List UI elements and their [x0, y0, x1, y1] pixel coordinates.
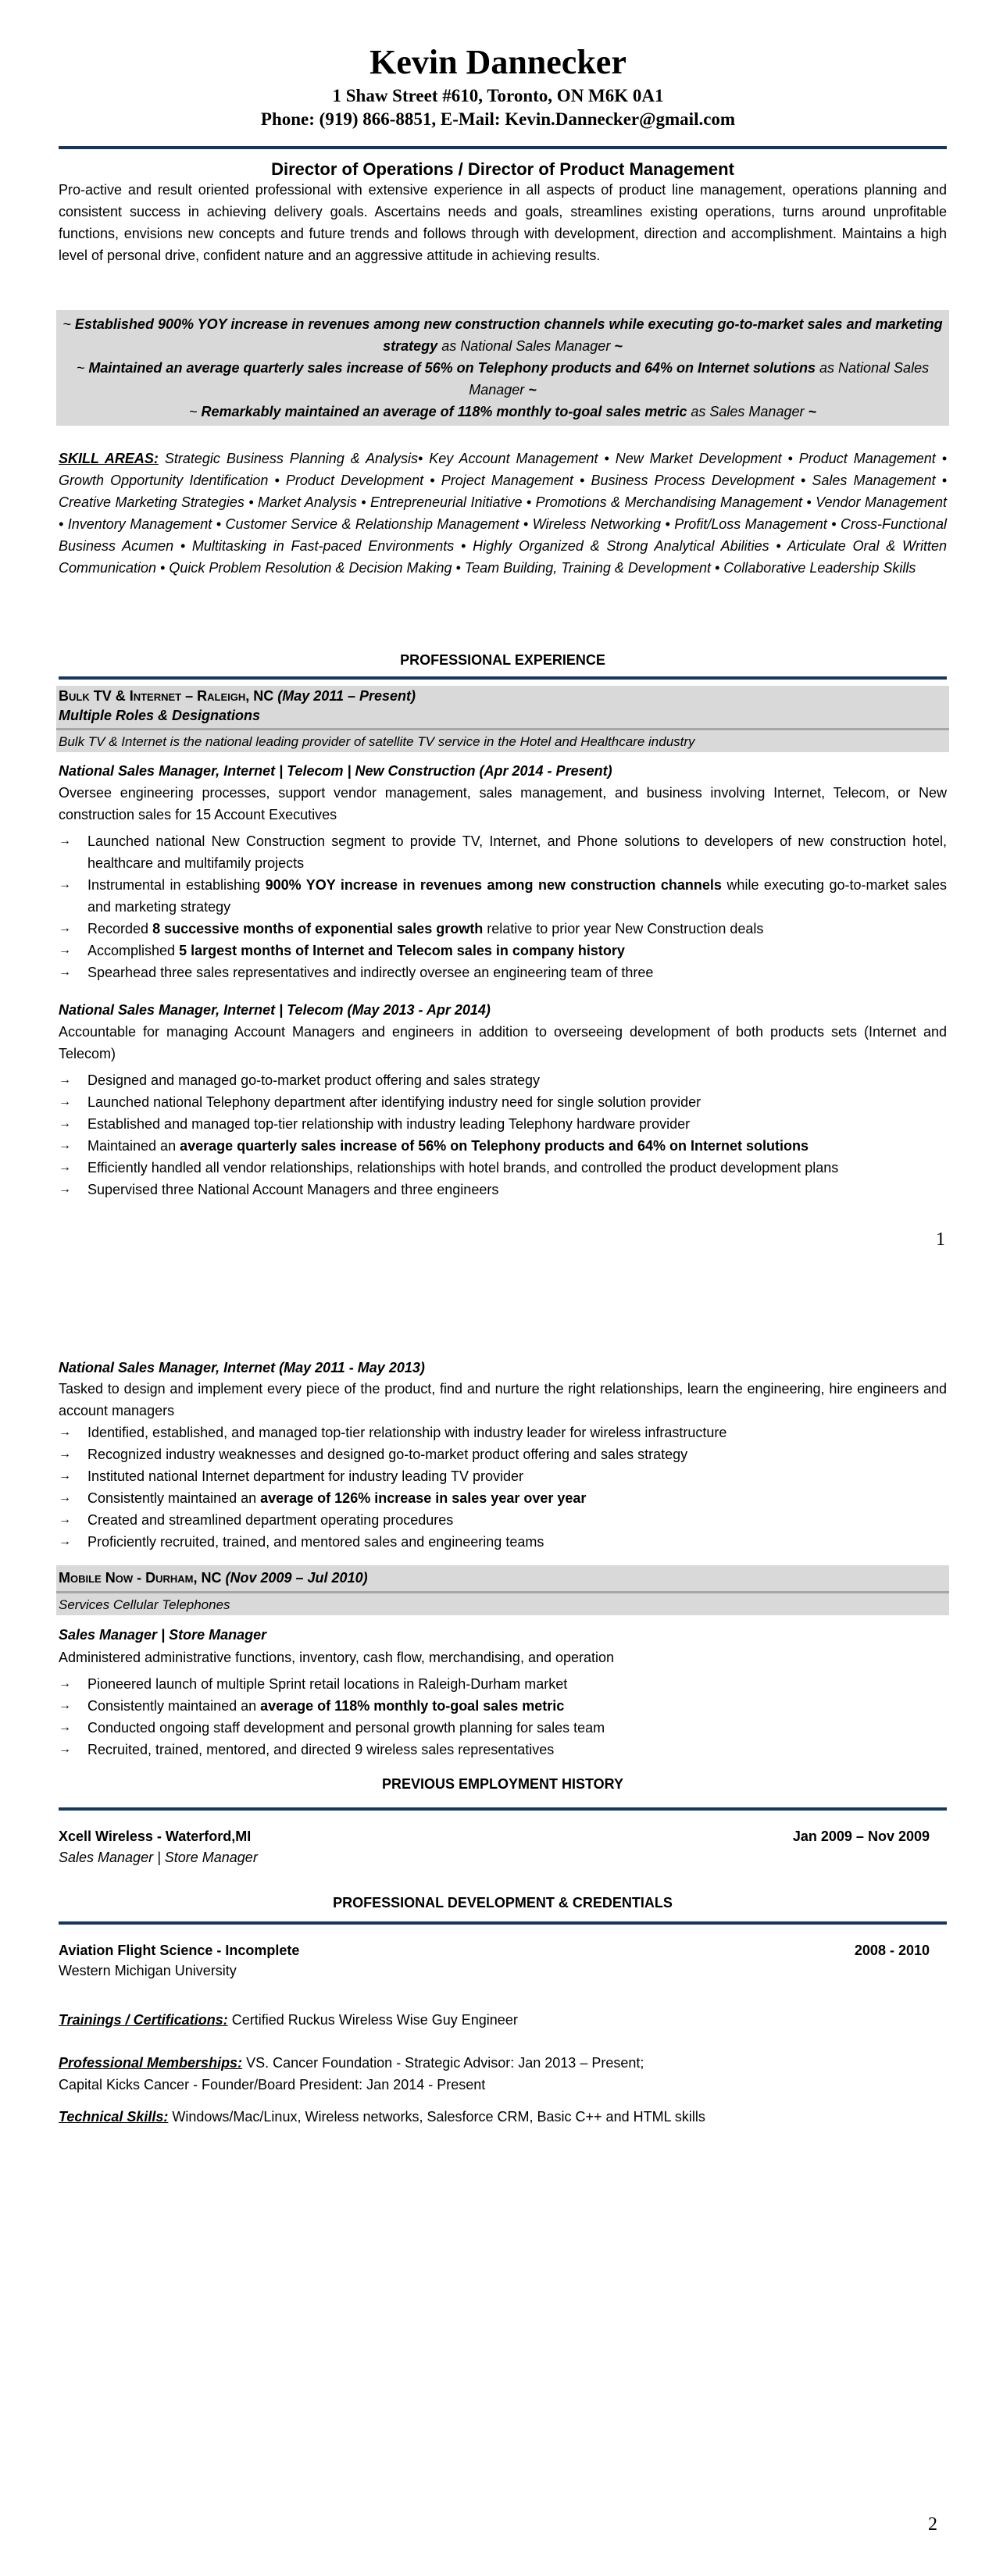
bullet-item: → Recruited, trained, mentored, and directed 9 wireless sales representatives [59, 1739, 947, 1761]
section-title-experience: PROFESSIONAL EXPERIENCE [400, 652, 605, 668]
previous-dates: Jan 2009 – Nov 2009 [792, 1829, 930, 1844]
company-description: Services Cellular Telephones [59, 1597, 230, 1612]
company-separator [56, 1591, 949, 1593]
arrow-icon: → [59, 1743, 71, 1756]
arrow-icon: → [59, 1095, 71, 1108]
role-title: Sales Manager | Store Manager [59, 1627, 267, 1643]
bullet-item: → Maintained an average quarterly sales increase of 56% on Telephony products and 64% on Internet solutions [59, 1135, 947, 1157]
page-number: 1 [936, 1229, 945, 1250]
arrow-icon: → [59, 922, 71, 935]
arrow-icon: → [59, 1425, 71, 1439]
bullet-item: → Launched national Telephony department after identifying industry need for single solution provider [59, 1091, 947, 1113]
bullet-item: → Accomplished 5 largest months of Internet and Telecom sales in company history [59, 940, 947, 962]
skill-areas [59, 448, 947, 579]
section-title-credentials: PROFESSIONAL DEVELOPMENT & CREDENTIALS [333, 1895, 673, 1911]
role-title: National Sales Manager, Internet | Telecom | New Construction (Apr 2014 - Present) [59, 763, 612, 779]
arrow-icon: → [59, 1183, 71, 1196]
arrow-icon: → [59, 1469, 71, 1482]
highlight-item: ~ Established 900% YOY increase in revenues among new construction channels while executing go-to-market sales and marketing strategy as National Sales Manager ~ [62, 316, 943, 354]
technical-skills-line: Technical Skills: Windows/Mac/Linux, Wireless networks, Salesforce CRM, Basic C++ and HTML skills [59, 2109, 705, 2125]
previous-role: Sales Manager | Store Manager [59, 1850, 258, 1865]
bullet-item: → Instrumental in establishing 900% YOY increase in revenues among new construction channels while executing go-to-market sales and marketing strategy [59, 874, 947, 918]
trainings-line: Trainings / Certifications: Certified Ruckus Wireless Wise Guy Engineer [59, 2012, 518, 2028]
bullet-item: → Instituted national Internet department for industry leading TV provider [59, 1465, 947, 1487]
bullet-item: → Recorded 8 successive months of exponential sales growth relative to prior year New Construction deals [59, 918, 947, 940]
role-description: Tasked to design and implement every piece of the product, find and nurture the right relationships, learn the engineering, hire engineers and account managers [59, 1381, 947, 1418]
bullet-item: → Consistently maintained an average of 126% increase in sales year over year [59, 1487, 947, 1509]
highlights-box [56, 310, 949, 426]
education-program: Aviation Flight Science - Incomplete [59, 1943, 300, 1958]
role-bullets [59, 830, 947, 983]
bullet-item: → Consistently maintained an average of 118% monthly to-goal sales metric [59, 1695, 947, 1717]
previous-company: Xcell Wireless - Waterford,MI [59, 1829, 252, 1844]
arrow-icon: → [59, 1073, 71, 1086]
section-rule [59, 1921, 947, 1925]
address: 1 Shaw Street #610, Toronto, ON M6K 0A1 [332, 86, 664, 105]
bullet-item: → Launched national New Construction segment to provide TV, Internet, and Phone solutions to developers of new construction hotel, healthcare and multifamily projects [59, 830, 947, 874]
arrow-icon: → [59, 1535, 71, 1548]
memberships-label: Professional Memberships: [59, 2055, 243, 2071]
skill-areas-list: Strategic Business Planning & Analysis• Key Account Management • New Market Development • Product Management • Growth Opportunity Identification • Product Development • Project Management • Business Process Development • Sales Management • Creative Marketing Strategies • Market Analysis • Entrepreneurial Initiative • Promotions & Merchandising Management • Vendor Management • Inventory Management • Customer Service & Relationship Management • Wireless Networking • Profit/Loss Management • Cross-Functional Business Acumen • Multitasking in Fast-paced Environments • Highly Organized & Strong Analytical Abilities • Articulate Oral & Written Communication • Quick Problem Resolution & Decision Making • Team Building, Training & Development • Collaborative Leadership Skills [59, 451, 947, 576]
arrow-icon: → [59, 1139, 71, 1152]
role-title: National Sales Manager, Internet | Telecom (May 2013 - Apr 2014) [59, 1002, 491, 1018]
headline: Director of Operations / Director of Product Management [271, 159, 734, 179]
bullet-item: → Conducted ongoing staff development and personal growth planning for sales team [59, 1717, 947, 1739]
arrow-icon: → [59, 1117, 71, 1130]
header-rule [59, 146, 947, 149]
bullet-item: → Designed and managed go-to-market product offering and sales strategy [59, 1069, 947, 1091]
company-description: Bulk TV & Internet is the national leading provider of satellite TV service in the Hotel and Healthcare industry [59, 734, 695, 749]
arrow-icon: → [59, 1721, 71, 1734]
candidate-name: Kevin Dannecker [369, 43, 627, 81]
company-header-mobile-now [56, 1565, 949, 1615]
education-dates: 2008 - 2010 [854, 1943, 930, 1958]
bullet-item: → Established and managed top-tier relationship with industry leading Telephony hardware provider [59, 1113, 947, 1135]
role-description: Administered administrative functions, inventory, cash flow, merchandising, and operation [59, 1650, 615, 1665]
bullet-item: → Efficiently handled all vendor relationships, relationships with hotel brands, and controlled the product development plans [59, 1157, 947, 1179]
education-school: Western Michigan University [59, 1963, 237, 1978]
arrow-icon: → [59, 1161, 71, 1174]
contact-line: Phone: (919) 866-8851, E-Mail: Kevin.Dannecker@gmail.com [260, 109, 736, 129]
bullet-item: → Created and streamlined department operating procedures [59, 1509, 947, 1531]
trainings-label: Trainings / Certifications: [59, 2012, 228, 2028]
arrow-icon: → [59, 944, 71, 957]
arrow-icon: → [59, 1447, 71, 1461]
role-bullets [59, 1069, 947, 1201]
highlight-item: ~ Maintained an average quarterly sales increase of 56% on Telephony products and 64% on Internet solutions as National Sales Manager ~ [76, 360, 930, 398]
company-name-line: Mobile Now - Durham, NC (Nov 2009 – Jul 2010) [59, 1570, 368, 1586]
bullet-item: → Pioneered launch of multiple Sprint retail locations in Raleigh-Durham market [59, 1673, 947, 1695]
bullet-item: → Recognized industry weaknesses and designed go-to-market product offering and sales strategy [59, 1443, 947, 1465]
role-description: Oversee engineering processes, support vendor management, sales management, and business involving Internet, Telecom, or New construction sales for 15 Account Executives [59, 785, 947, 822]
bullet-item: → Proficiently recruited, trained, and mentored sales and engineering teams [59, 1531, 947, 1553]
role-bullets [59, 1673, 947, 1761]
bullet-item: → Supervised three National Account Managers and three engineers [59, 1179, 947, 1201]
section-rule [59, 1807, 947, 1811]
section-title-previous-employment: PREVIOUS EMPLOYMENT HISTORY [381, 1776, 624, 1792]
memberships-block: Professional Memberships: VS. Cancer Foundation - Strategic Advisor: Jan 2013 – Present; Capital Kicks Cancer - Founder/Board President: Jan 2014 - Present [59, 2055, 644, 2093]
arrow-icon: → [59, 834, 71, 847]
technical-skills-label: Technical Skills: [59, 2109, 169, 2125]
company-name-line: Bulk TV & Internet – Raleigh, NC (May 2011 – Present) [59, 688, 416, 704]
skill-areas-label: SKILL AREAS: [59, 451, 159, 466]
page-number: 2 [928, 2514, 937, 2535]
role-bullets [59, 1422, 947, 1553]
arrow-icon: → [59, 1513, 71, 1526]
role-title: National Sales Manager, Internet (May 2011 - May 2013) [59, 1360, 425, 1375]
bullet-item: → Spearhead three sales representatives and indirectly oversee an engineering team of three [59, 962, 947, 983]
role-description: Accountable for managing Account Managers and engineers in addition to overseeing development of both products sets (Internet and Telecom) [59, 1024, 947, 1061]
arrow-icon: → [59, 878, 71, 891]
previous-employment-row [59, 1826, 930, 1846]
arrow-icon: → [59, 1491, 71, 1504]
section-rule [59, 676, 947, 680]
arrow-icon: → [59, 965, 71, 979]
summary-paragraph: Pro-active and result oriented professional with extensive experience in all aspects of product line management, operations planning and consistent success in achieving delivery goals. Ascertains needs and goals, streamlines existing operations, turns around unprofitable functions, envisions new concepts and future trends and follows through with development, direction and accomplishment. Maintains a high level of personal drive, confident nature and an aggressive attitude in achieving results. [59, 182, 947, 263]
company-subtitle: Multiple Roles & Designations [59, 708, 261, 723]
education-row [59, 1940, 930, 1961]
highlight-item: ~ Remarkably maintained an average of 118% monthly to-goal sales metric as Sales Manager ~ [188, 404, 816, 419]
company-separator [56, 728, 949, 730]
bullet-item: → Identified, established, and managed top-tier relationship with industry leader for wireless infrastructure [59, 1422, 947, 1443]
arrow-icon: → [59, 1699, 71, 1712]
arrow-icon: → [59, 1677, 71, 1690]
company-header-bulk-tv [56, 686, 949, 752]
